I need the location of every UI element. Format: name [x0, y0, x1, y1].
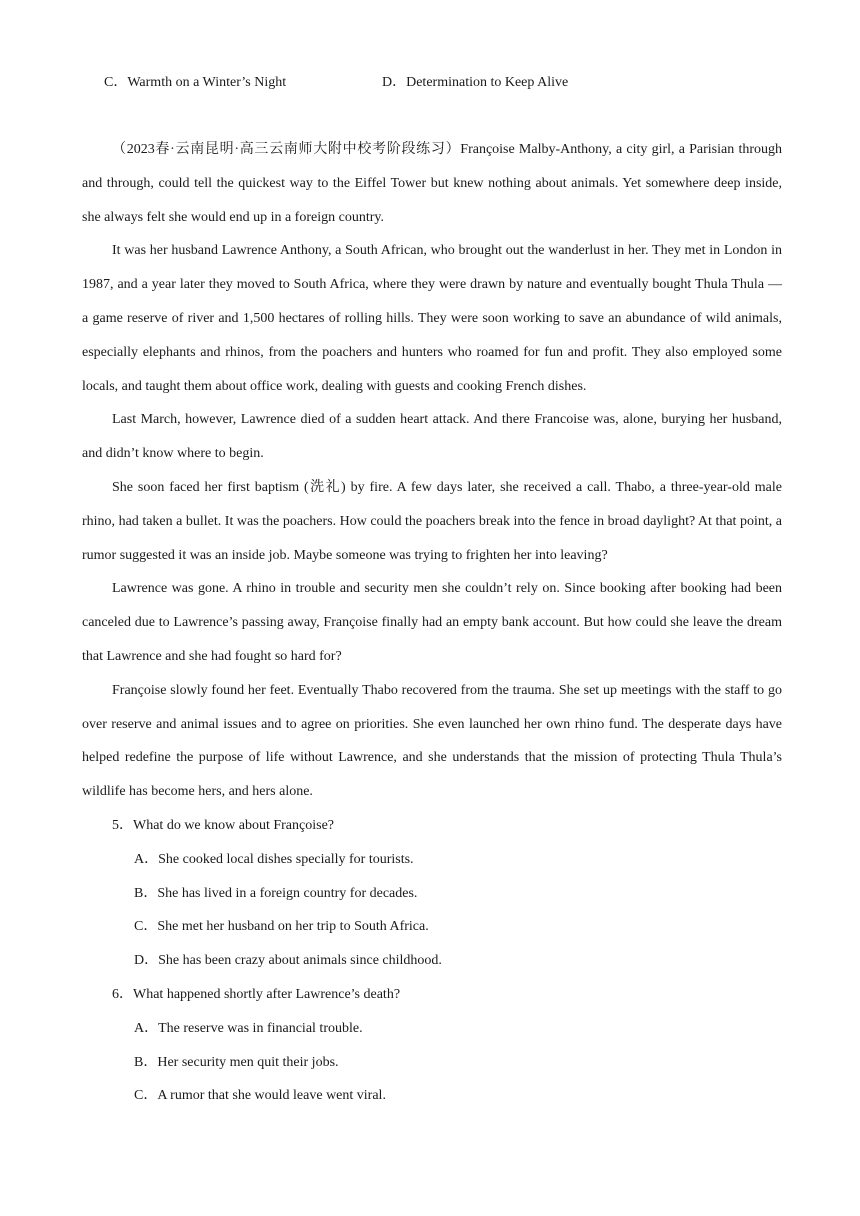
passage-paragraph: Françoise slowly found her feet. Eventually Thabo recovered from the trauma. She set up meetings with the staff to go over reserve and animal issues and to agree on priorities. She even launched her own rhino fund. The desperate days have helped redefine the purpose of life without Lawrence, and she understands that the mission of protecting Thula Thula’s wildlife has become hers, and hers alone.	[82, 682, 782, 800]
passage-paragraph: Last March, however, Lawrence died of a sudden heart attack. And there Francoise was, alone, burying her husband, and didn’t know where to begin.	[82, 412, 782, 462]
answer-option-a: A．The reserve was in financial trouble.	[134, 1020, 363, 1036]
reading-passage	[82, 133, 782, 1113]
question-5	[82, 809, 782, 978]
passage-paragraph: （2023春·云南昆明·高三云南师大附中校考阶段练习）Françoise Malby-Anthony, a city girl, a Parisian through and through, could tell the quickest way to the Eiffel Tower but knew nothing about animals. Yet somewhere deep inside, she always felt she would end up in a foreign country.	[82, 142, 782, 225]
answer-option-b: B．She has lived in a foreign country for decades.	[134, 885, 418, 901]
passage-paragraph: Lawrence was gone. A rhino in trouble and security men she couldn’t rely on. Since booking after booking had been canceled due to Lawrence’s passing away, Françoise finally had an empty bank account. But how could she leave the dream that Lawrence and she had fought so hard for?	[82, 581, 782, 664]
passage-paragraph: It was her husband Lawrence Anthony, a South African, who brought out the wanderlust in her. They met in London in 1987, and a year later they moved to South Africa, where they were drawn by nature and eventually bought Thula Thula — a game reserve of river and 1,500 hectares of rolling hills. They were soon working to save an abundance of wild animals, especially elephants and rhinos, from the poachers and hunters who roamed for fun and profit. They also employed some locals, and taught them about office work, dealing with guests and cooking French dishes.	[82, 243, 782, 394]
question-list	[82, 809, 782, 1113]
option-d: D．Determination to Keep Alive	[382, 75, 569, 90]
question-stem: 5．What do we know about Françoise?	[112, 817, 334, 833]
passage-paragraph: She soon faced her first baptism (洗礼) by fire. A few days later, she received a call. Thabo, a three-year-old male rhino, had taken a bullet. It was the poachers. How could the poachers break into the fence in broad daylight? At that point, a rumor suggested it was an inside job. Maybe someone was trying to frighten her into leaving?	[82, 479, 782, 563]
answer-option-c: C．A rumor that she would leave went viral.	[134, 1088, 386, 1104]
option-c: C．Warmth on a Winter’s Night	[104, 75, 287, 90]
answer-option-c: C．She met her husband on her trip to South Africa.	[134, 919, 429, 935]
answer-option-a: A．She cooked local dishes specially for tourists.	[134, 851, 414, 867]
answer-option-b: B．Her security men quit their jobs.	[134, 1054, 339, 1070]
question-stem: 6．What happened shortly after Lawrence’s death?	[112, 986, 401, 1002]
answer-option-d: D．She has been crazy about animals since childhood.	[134, 953, 442, 969]
previous-question-options	[104, 66, 784, 100]
question-6	[82, 978, 782, 1113]
